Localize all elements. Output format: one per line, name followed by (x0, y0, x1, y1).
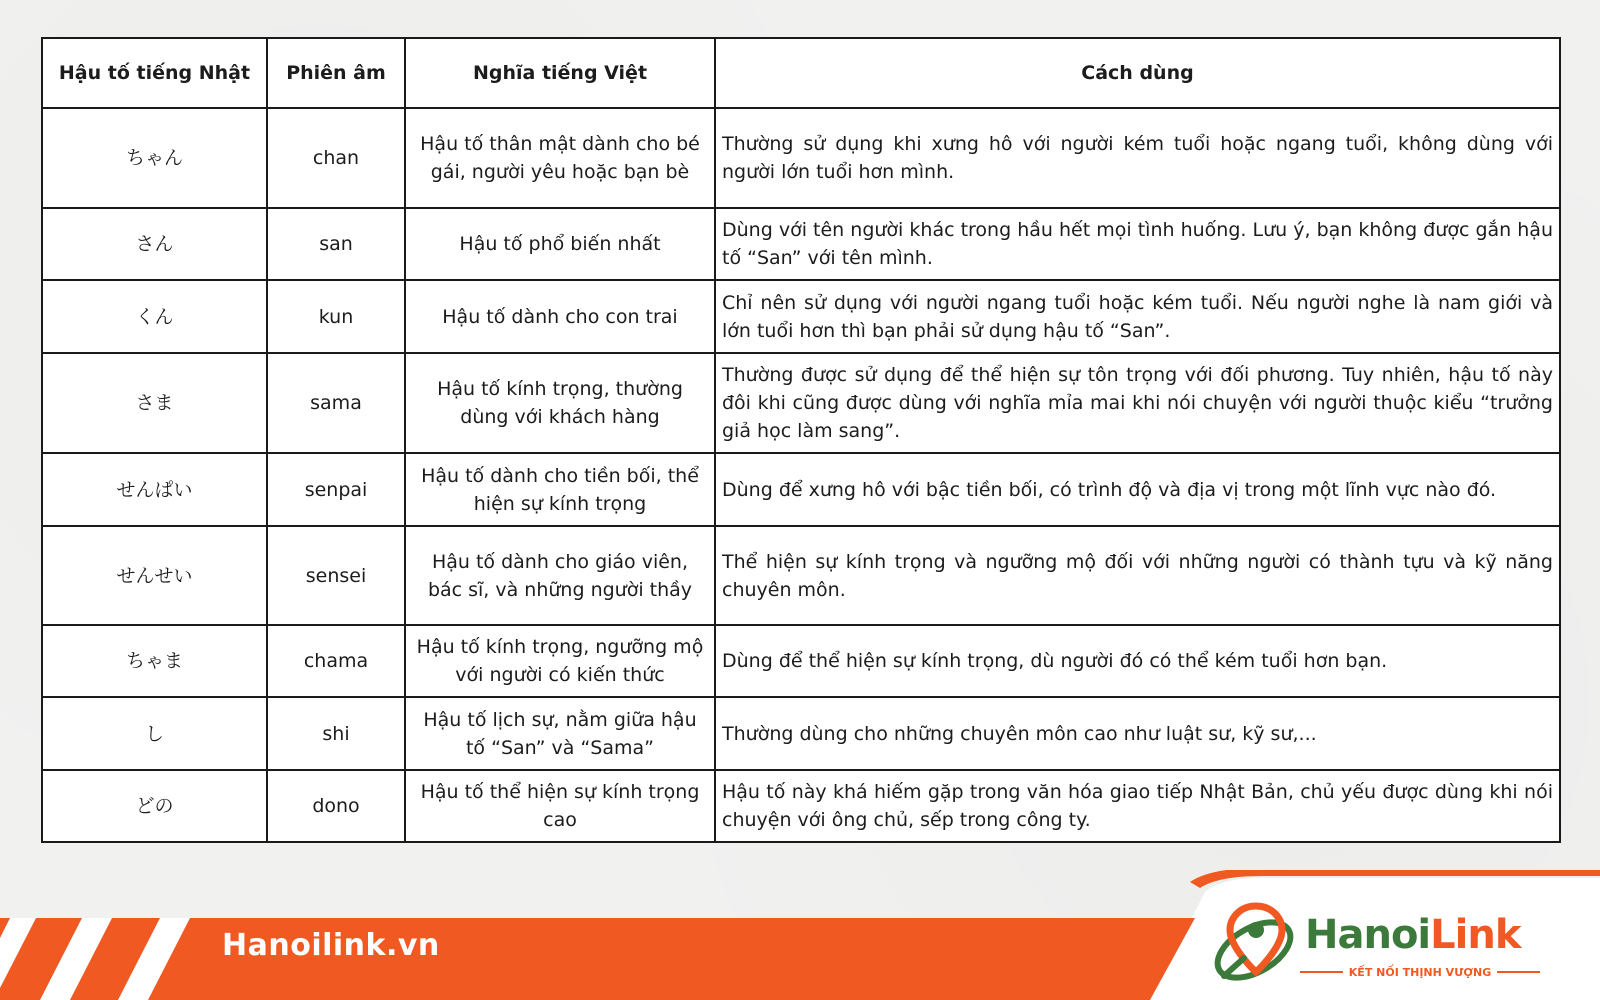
brand-name (1305, 912, 1520, 958)
cell-japanese: ちゃん (42, 108, 267, 208)
cell-usage: Thể hiện sự kính trọng và ngưỡng mộ đối với những người có thành tựu và kỹ năng chuyên môn. (715, 526, 1560, 625)
header-vietnamese-meaning: Nghĩa tiếng Việt (405, 38, 715, 108)
brand-logo-block (1210, 900, 1540, 990)
brand-name-part1: Hanoi (1305, 912, 1431, 958)
cell-romaji: sensei (267, 526, 405, 625)
suffix-table-container (41, 37, 1559, 843)
table-header-row (42, 38, 1560, 108)
cell-japanese: さん (42, 208, 267, 280)
table-row (42, 770, 1560, 842)
cell-japanese: どの (42, 770, 267, 842)
suffix-table (41, 37, 1561, 843)
cell-meaning: Hậu tố dành cho giáo viên, bác sĩ, và những người thầy (405, 526, 715, 625)
cell-japanese: さま (42, 353, 267, 453)
header-japanese-suffix: Hậu tố tiếng Nhật (42, 38, 267, 108)
cell-meaning: Hậu tố dành cho tiền bối, thể hiện sự kính trọng (405, 453, 715, 526)
cell-romaji: chan (267, 108, 405, 208)
cell-meaning: Hậu tố thể hiện sự kính trọng cao (405, 770, 715, 842)
cell-usage: Chỉ nên sử dụng với người ngang tuổi hoặc kém tuổi. Nếu người nghe là nam giới và lớn tuổi hơn thì bạn phải sử dụng hậu tố “San”. (715, 280, 1560, 353)
cell-japanese: せんせい (42, 526, 267, 625)
cell-usage: Dùng để xưng hô với bậc tiền bối, có trình độ và địa vị trong một lĩnh vực nào đó. (715, 453, 1560, 526)
cell-usage: Thường sử dụng khi xưng hô với người kém tuổi hoặc ngang tuổi, không dùng với người lớn tuổi hơn mình. (715, 108, 1560, 208)
cell-japanese: くん (42, 280, 267, 353)
cell-usage: Thường dùng cho những chuyên môn cao như luật sư, kỹ sư,... (715, 697, 1560, 770)
cell-romaji: chama (267, 625, 405, 697)
table-row (42, 453, 1560, 526)
cell-usage: Dùng với tên người khác trong hầu hết mọi tình huống. Lưu ý, bạn không được gắn hậu tố “San” với tên mình. (715, 208, 1560, 280)
cell-romaji: sama (267, 353, 405, 453)
tagline-row (1300, 964, 1540, 980)
cell-usage: Hậu tố này khá hiếm gặp trong văn hóa giao tiếp Nhật Bản, chủ yếu được dùng khi nói chuyện với ông chủ, sếp trong công ty. (715, 770, 1560, 842)
tagline-divider-left (1300, 971, 1343, 973)
cell-romaji: san (267, 208, 405, 280)
website-label: Hanoilink.vn (222, 928, 440, 963)
table-row (42, 625, 1560, 697)
cell-meaning: Hậu tố phổ biến nhất (405, 208, 715, 280)
header-romaji: Phiên âm (267, 38, 405, 108)
cell-romaji: senpai (267, 453, 405, 526)
table-row (42, 280, 1560, 353)
cell-romaji: shi (267, 697, 405, 770)
location-pin-link-icon (1210, 900, 1305, 990)
brand-name-part2: Link (1430, 912, 1521, 958)
cell-romaji: dono (267, 770, 405, 842)
cell-meaning: Hậu tố lịch sự, nằm giữa hậu tố “San” và “Sama” (405, 697, 715, 770)
tagline-divider-right (1497, 971, 1540, 973)
table-row (42, 108, 1560, 208)
table-row (42, 526, 1560, 625)
cell-meaning: Hậu tố dành cho con trai (405, 280, 715, 353)
cell-meaning: Hậu tố kính trọng, thường dùng với khách hàng (405, 353, 715, 453)
cell-meaning: Hậu tố kính trọng, ngưỡng mộ với người có kiến thức (405, 625, 715, 697)
cell-romaji: kun (267, 280, 405, 353)
cell-usage: Thường được sử dụng để thể hiện sự tôn trọng với đối phương. Tuy nhiên, hậu tố này đôi khi cũng được dùng với nghĩa mỉa mai khi nói chuyện với người thuộc kiểu “trưởng giả học làm sang”. (715, 353, 1560, 453)
brand-tagline: KẾT NỐI THỊNH VƯỢNG (1348, 965, 1492, 979)
cell-japanese: せんぱい (42, 453, 267, 526)
cell-meaning: Hậu tố thân mật dành cho bé gái, người yêu hoặc bạn bè (405, 108, 715, 208)
header-usage: Cách dùng (715, 38, 1560, 108)
cell-usage: Dùng để thể hiện sự kính trọng, dù người đó có thể kém tuổi hơn bạn. (715, 625, 1560, 697)
table-row (42, 353, 1560, 453)
cell-japanese: ちゃま (42, 625, 267, 697)
table-row (42, 208, 1560, 280)
cell-japanese: し (42, 697, 267, 770)
table-row (42, 697, 1560, 770)
